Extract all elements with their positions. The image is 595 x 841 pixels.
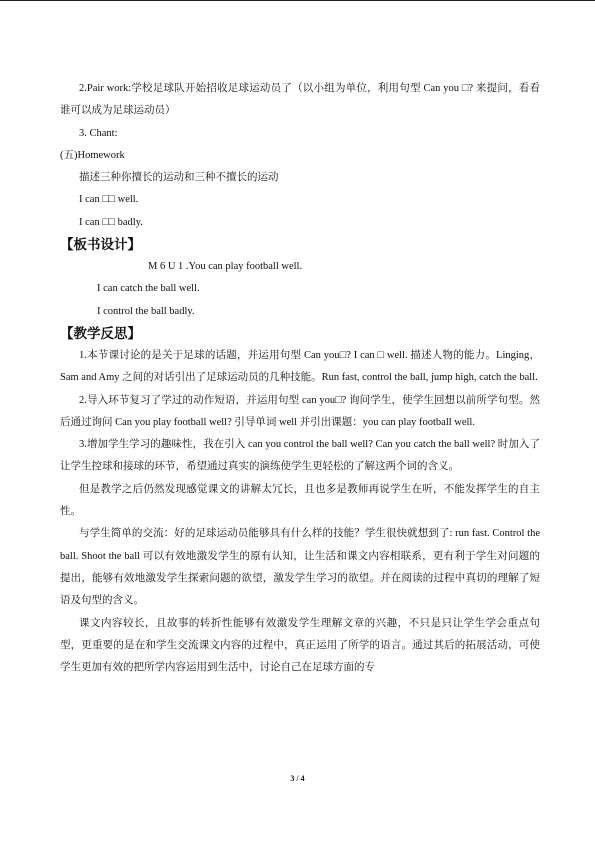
reflection-paragraph: 与学生简单的交流：好的足球运动员能够具有什么样的技能？学生很快就想到了: run fast. Control the ball. Shoot the ball 可以有效地激发学生的原有认知，让生活和课文内容相联系，更有利于学生对问题的提出，能够有效地激发学生探索问题的欲望，激发学生学习的欲望。并在阅读的过程中真切的理解了短语及句型的含义。 [60, 528, 540, 607]
reflection-paragraph: 课文内容较长，且故事的转折性能够有效激发学生理解文章的兴趣，不只是只让学生学会重点句型，更重要的是在和学生交流课文内容的过程中，真正运用了所学的语言。通过其后的拓展活动，可使学生更加有效的把所学内容运用到生活中，讨论自己在足球方面的专 [60, 617, 540, 674]
reflection-paragraph: 但是教学之后仍然发现感觉课文的讲解太冗长，且也多是教师再说学生在听，不能发挥学生的自主性。 [60, 483, 540, 518]
homework-line-1: I can □□ well. [79, 194, 139, 206]
chant-activity: 3. Chant: [79, 127, 118, 139]
homework-heading: (五)Homework [60, 149, 125, 161]
board-design-line-2: I can catch the ball well. [97, 283, 200, 295]
document-page [60, 78, 540, 679]
board-design-line-3: I control the ball badly. [97, 305, 195, 317]
board-design-heading: 【板书设计】 [60, 237, 141, 254]
homework-task: 描述三种你擅长的运动和三种不擅长的运动 [79, 172, 279, 184]
board-design-title: M 6 U 1 .You can play football well. [148, 261, 303, 273]
page-number: 3 / 4 [290, 774, 305, 783]
reflection-paragraph: 1.本节课讨论的是关于足球的话题，并运用句型 Can you□? I can □ well. 描述人物的能力。Linging，Sam and Amy 之间的对话引出了足球运动员的几种技能。Run fast, control the ball, jump high, catch the ball. [60, 349, 540, 384]
reflection-paragraph: 2.导入环节复习了学过的动作短语，并运用句型 can you□? 询问学生，使学生回想以前所学句型。然后通过询问 Can you play football well? 引导单词 well 并引出课题：you can play football well. [60, 394, 540, 428]
homework-line-2: I can □□ badly. [79, 216, 143, 228]
reflection-paragraph: 3.增加学生学习的趣味性，我在引入 can you control the ball well? Can you catch the ball well? 时加入了让学生控球和接球的环节，希望通过真实的演练使学生更轻松的了解这两个词的含义。 [60, 439, 540, 473]
reflection-heading: 【教学反思】 [60, 325, 141, 342]
pair-work-activity: 2.Pair work:学校足球队开始招收足球运动员了（以小组为单位，利用句型 Can you □? 来提问，看看谁可以成为足球运动员） [60, 83, 540, 117]
header-rule [0, 0, 595, 1]
